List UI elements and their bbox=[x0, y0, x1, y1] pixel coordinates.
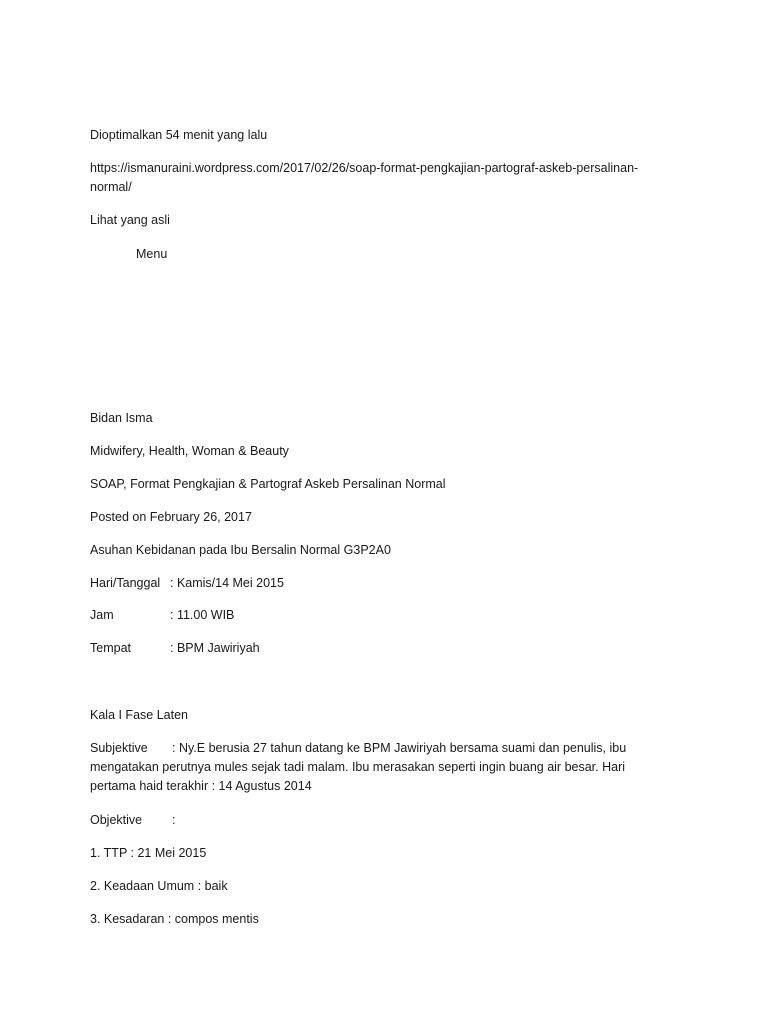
tempat-label: Tempat bbox=[90, 641, 131, 655]
blog-name: Bidan Isma bbox=[90, 411, 153, 425]
tempat-value: : BPM Jawiriyah bbox=[170, 641, 260, 655]
hari-tanggal-label: Hari/Tanggal bbox=[90, 576, 161, 590]
list-item: 3. Kesadaran : compos mentis bbox=[90, 912, 259, 926]
subjektive-paragraph bbox=[90, 739, 670, 796]
subjektive-text: : Ny.E berusia 27 tahun datang ke BPM Jawiriyah bersama suami dan penulis, ibu mengatakan perutnya mules sejak tadi malam. Ibu merasakan seperti ingin buang air besar. Hari pertama haid terakhir : 14 Agustus 2014 bbox=[90, 741, 627, 793]
list-item: 2. Keadaan Umum : baik bbox=[90, 879, 228, 893]
post-title: SOAP, Format Pengkajian & Partograf Askeb Persalinan Normal bbox=[90, 477, 446, 491]
see-original-link[interactable]: Lihat yang asli bbox=[90, 213, 170, 227]
blog-tagline: Midwifery, Health, Woman & Beauty bbox=[90, 444, 289, 458]
hari-tanggal-row bbox=[90, 574, 284, 593]
tempat-row bbox=[90, 639, 260, 658]
source-url[interactable]: https://ismanuraini.wordpress.com/2017/02/26/soap-format-pengkajian-partograf-askeb-persalinan-normal/ bbox=[90, 161, 639, 194]
objektive-label: Objektive bbox=[90, 813, 143, 827]
jam-row bbox=[90, 606, 234, 625]
post-subtitle: Asuhan Kebidanan pada Ibu Bersalin Normal G3P2A0 bbox=[90, 543, 391, 557]
jam-value: : 11.00 WIB bbox=[170, 608, 235, 622]
kala-heading: Kala I Fase Laten bbox=[90, 708, 188, 722]
jam-label: Jam bbox=[90, 608, 114, 622]
posted-date: Posted on February 26, 2017 bbox=[90, 510, 252, 524]
subjektive-label: Subjektive bbox=[90, 741, 148, 755]
list-item: 1. TTP : 21 Mei 2015 bbox=[90, 846, 207, 860]
menu-link[interactable]: Menu bbox=[136, 247, 168, 261]
objektive-colon: : bbox=[172, 813, 176, 827]
objektive-row bbox=[90, 811, 175, 830]
hari-tanggal-value: : Kamis/14 Mei 2015 bbox=[170, 576, 284, 590]
optimized-notice: Dioptimalkan 54 menit yang lalu bbox=[90, 128, 268, 142]
